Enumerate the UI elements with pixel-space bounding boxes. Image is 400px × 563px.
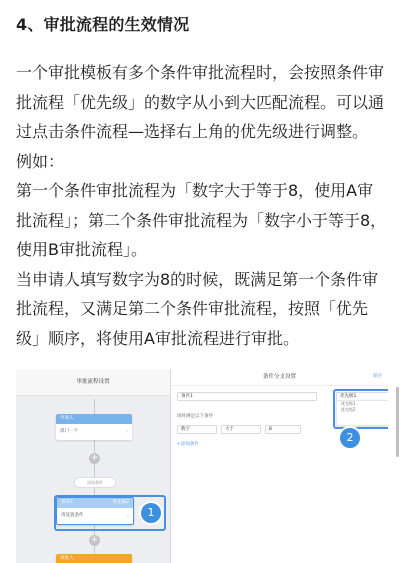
priority-select-value: 优先级1	[340, 394, 357, 399]
add-condition-button[interactable]: 添加条件	[74, 477, 116, 488]
field-select[interactable]: 数字	[177, 425, 217, 434]
chevron-right-icon: ›	[127, 513, 129, 519]
chevron-right-icon: ›	[126, 429, 128, 435]
add-node-plus-icon[interactable]: +	[90, 453, 99, 463]
paragraph-result: 当申请人填写数字为8的时候，既满足第一个条件审批流程，又满足第二个条件审批流程，按照「优先级」顺序，将使用A审批流程进行审批。	[16, 269, 379, 348]
match-conditions-label: 同时满足以下条件	[177, 414, 213, 419]
example-label: 例如：	[16, 151, 65, 171]
condition-name-input[interactable]: 条件1	[177, 392, 317, 401]
approver-node-header: 审批人	[56, 554, 132, 563]
embedded-screenshot	[16, 369, 388, 563]
scrollbar[interactable]	[396, 387, 399, 457]
condition-panel-title: 条件分支设置	[171, 369, 388, 386]
applicant-node-header: 申请人	[56, 414, 132, 424]
paragraph-example: 第一个条件审批流程为「数字大于等于8，使用A审批流程」；第二个条件审批流程为「数字小于等于8，使用B审批流程」。	[16, 181, 387, 259]
approver-node[interactable]	[56, 554, 132, 563]
applicant-node-body	[56, 424, 132, 440]
condition-settings-panel	[171, 369, 388, 563]
applicant-node-text: 部门一下	[60, 429, 78, 434]
highlight-box-2	[333, 389, 388, 429]
flow-settings-panel	[16, 369, 171, 563]
step-badge-1: 1	[139, 501, 163, 525]
applicant-node[interactable]	[56, 414, 132, 440]
save-button[interactable]: 保存	[373, 374, 382, 379]
value-input[interactable]: 8	[265, 425, 301, 434]
section-heading: 4、审批流程的生效情况	[16, 15, 190, 34]
add-condition-link[interactable]: +添加条件	[177, 442, 199, 447]
operator-select[interactable]: 大于	[221, 425, 261, 434]
add-node-plus-icon[interactable]: +	[90, 535, 99, 545]
priority-option[interactable]: 优先级2	[341, 407, 356, 412]
condition-node-title: 条件2	[61, 500, 73, 505]
flow-panel-title: 审批流程设置	[16, 369, 170, 396]
paragraph-priority: 一个审批模板有多个条件审批流程时，会按照条件审批流程「优先级」的数字从小到大匹配流程。可以通过点击条件流程—选择右上角的优先级进行调整。	[16, 63, 385, 141]
condition-node-text: 请设置条件	[61, 513, 84, 518]
condition-priority-label: 优先级2	[112, 500, 129, 505]
step-badge-2: 2	[338, 426, 362, 450]
priority-option[interactable]: 优先级1	[341, 401, 356, 406]
article-body	[16, 58, 388, 353]
